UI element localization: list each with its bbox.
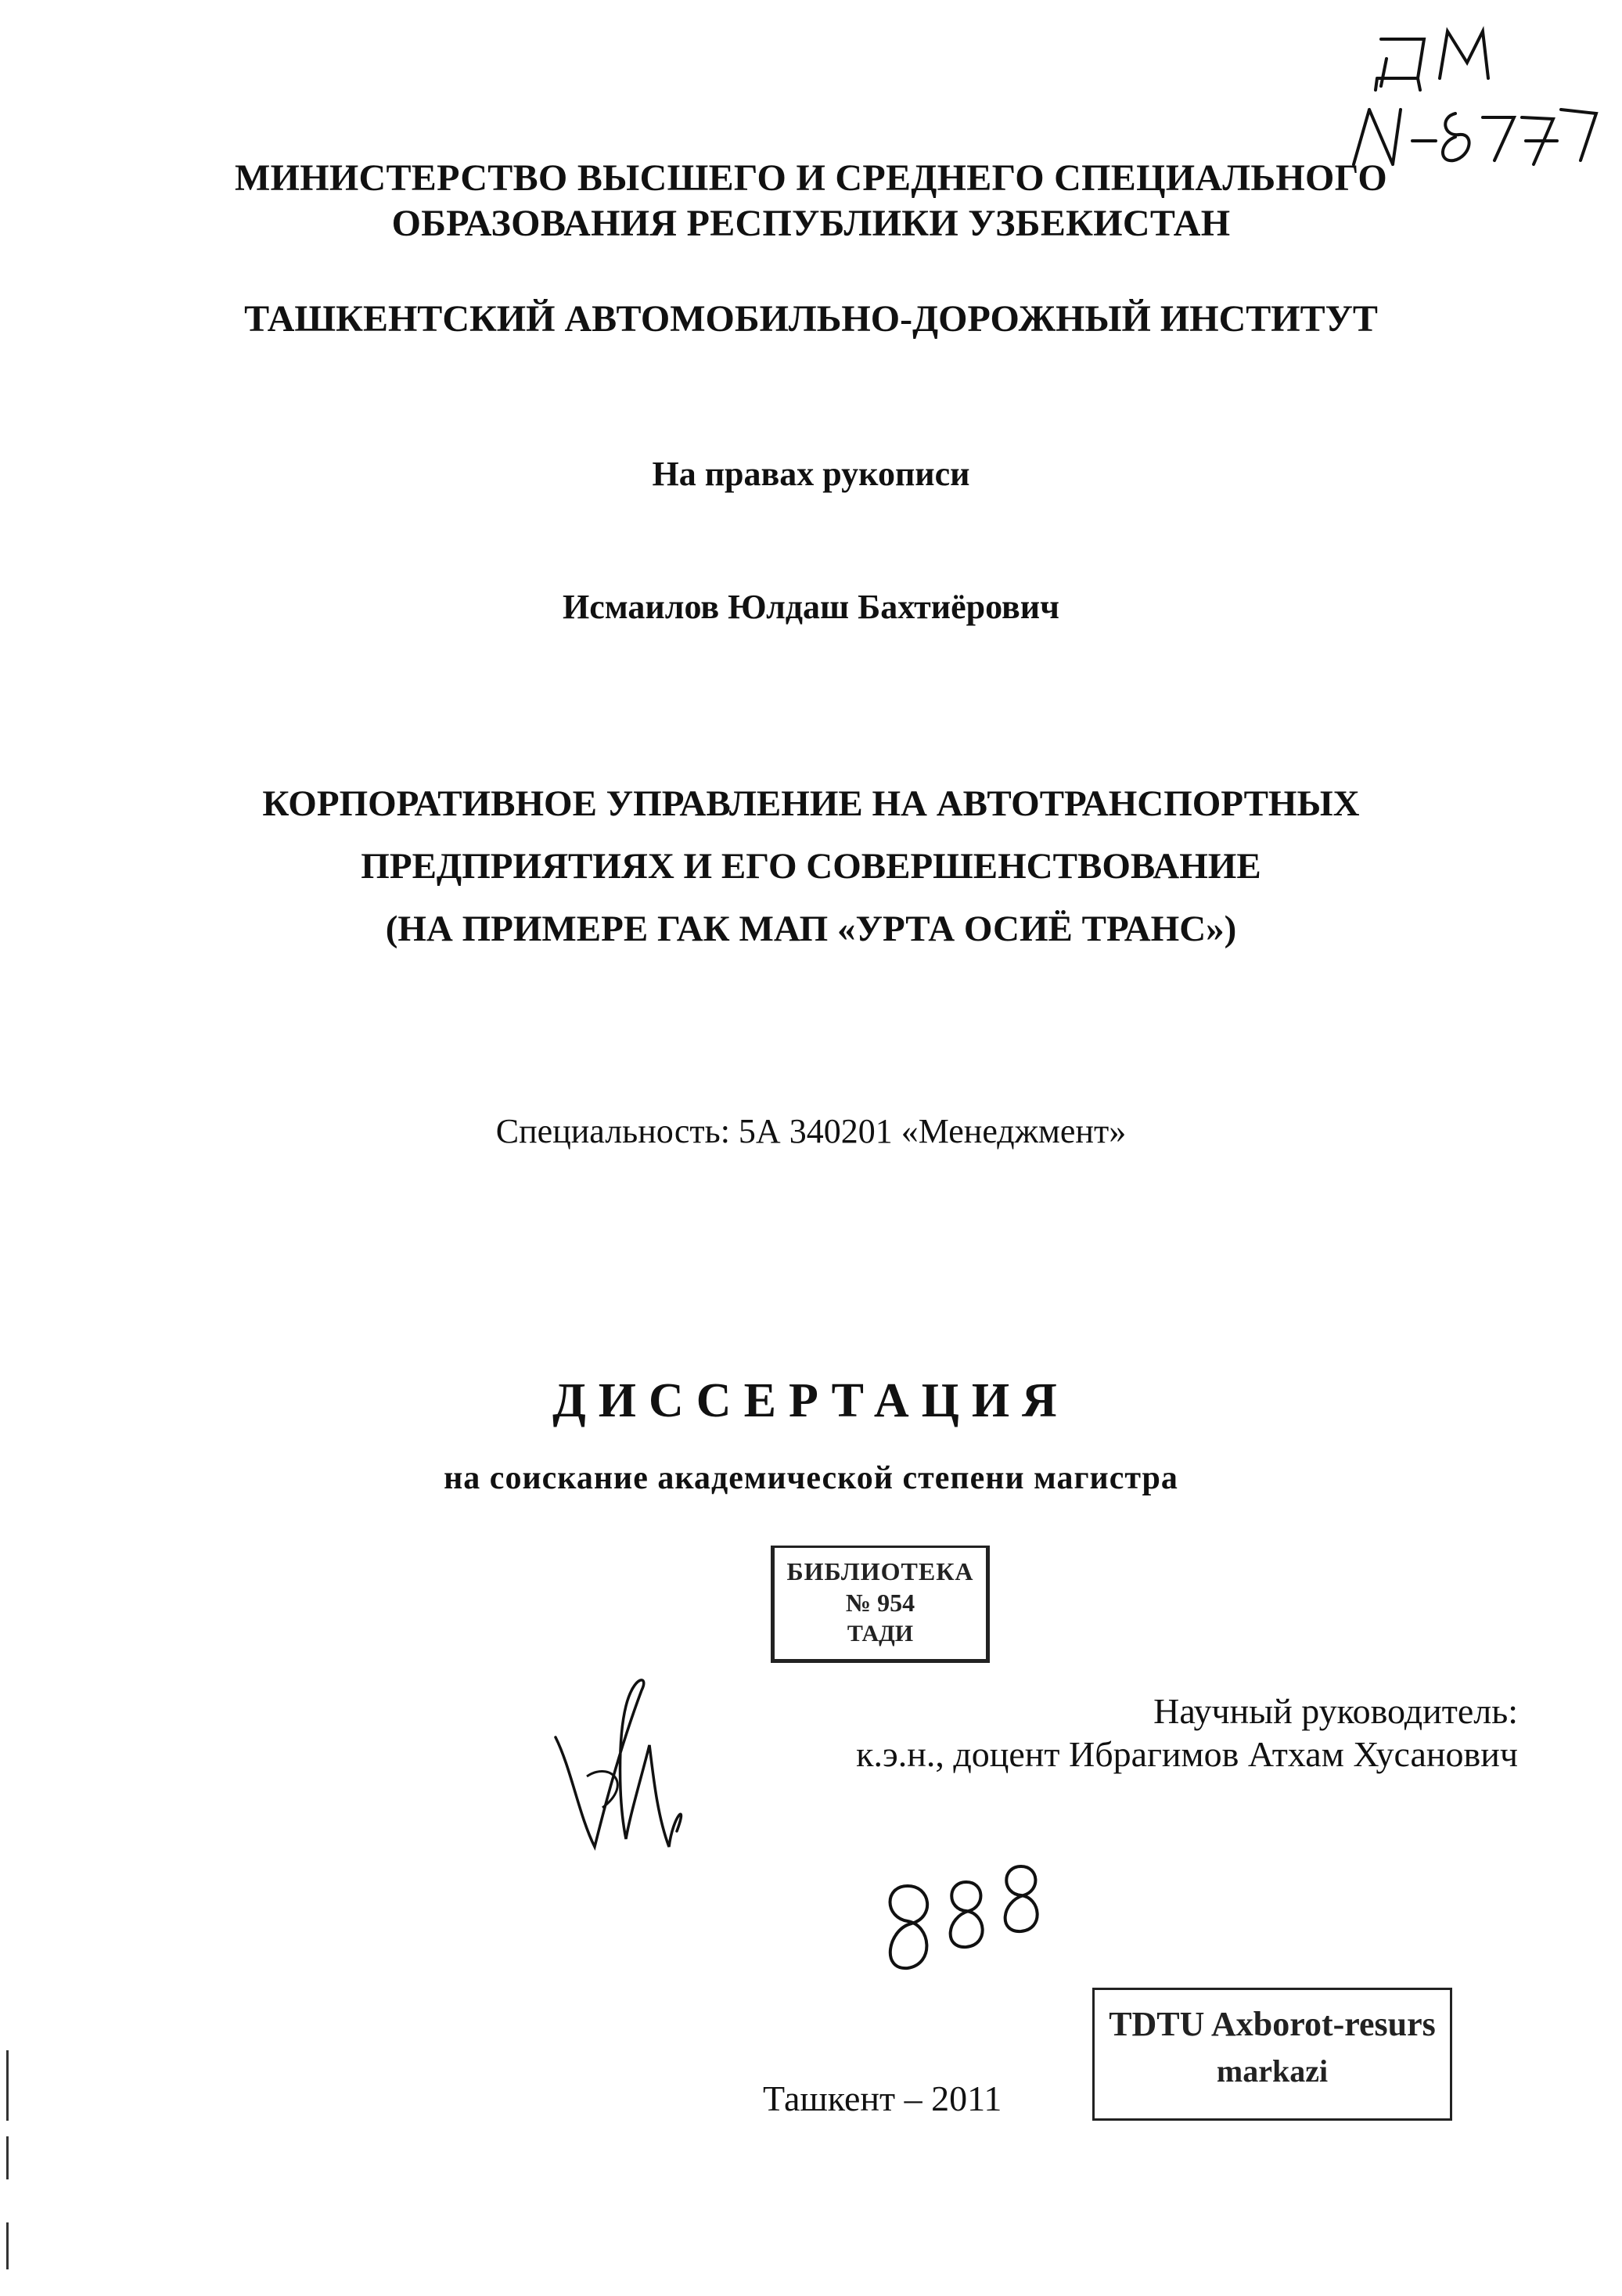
scan-edge-mark bbox=[6, 2222, 9, 2269]
ministry-line-2: ОБРАЗОВАНИЯ РЕСПУБЛИКИ УЗБЕКИСТАН bbox=[391, 203, 1231, 244]
library-stamp-line-1: БИБЛИОТЕКА bbox=[786, 1557, 974, 1585]
place-and-year: Ташкент – 2011 bbox=[763, 2078, 1002, 2118]
author-name: Исмаилов Юлдаш Бахтиёрович bbox=[563, 588, 1059, 626]
resource-stamp-line-2: markazi bbox=[1216, 2053, 1329, 2089]
title-line-3: (НА ПРИМЕРЕ ГАК МАП «УРТА ОСИЁ ТРАНС») bbox=[385, 909, 1237, 949]
ministry-line-1: МИНИСТЕРСТВО ВЫСШЕГО И СРЕДНЕГО СПЕЦИАЛЬНОГО bbox=[235, 157, 1387, 199]
library-stamp-number: № 954 bbox=[845, 1589, 915, 1617]
dissertation-subtitle: на соискание академической степени магистра bbox=[444, 1460, 1178, 1496]
handwritten-annotation bbox=[1346, 16, 1604, 172]
handwritten-number bbox=[869, 1855, 1064, 1980]
title-line-1: КОРПОРАТИВНОЕ УПРАВЛЕНИЕ НА АВТОТРАНСПОРТНЫХ bbox=[262, 783, 1360, 824]
scan-edge-mark bbox=[6, 2136, 9, 2179]
scan-edge-mark bbox=[6, 2050, 9, 2121]
supervisor-name: к.э.н., доцент Ибрагимов Атхам Хусанович bbox=[856, 1734, 1518, 1774]
resource-stamp-line-1: TDTU Axborot-resurs bbox=[1109, 2005, 1436, 2043]
handwritten-annotation-drawing bbox=[1346, 16, 1604, 172]
resource-center-stamp bbox=[1092, 1988, 1452, 2121]
specialty: Специальность: 5А 340201 «Менеджмент» bbox=[495, 1112, 1127, 1150]
supervisor-label: Научный руководитель: bbox=[1153, 1691, 1518, 1731]
signature bbox=[540, 1659, 712, 1862]
library-stamp-line-3: ТАДИ bbox=[847, 1621, 914, 1646]
title-line-2: ПРЕДПРИЯТИЯХ И ЕГО СОВЕРШЕНСТВОВАНИЕ bbox=[361, 846, 1261, 887]
handwritten-number-drawing bbox=[869, 1855, 1064, 1980]
institute-name: ТАШКЕНТСКИЙ АВТОМОБИЛЬНО-ДОРОЖНЫЙ ИНСТИТУТ bbox=[244, 298, 1378, 340]
dissertation-heading: ДИССЕРТАЦИЯ bbox=[552, 1374, 1070, 1427]
manuscript-note: На правах рукописи bbox=[652, 455, 970, 493]
signature-drawing bbox=[540, 1659, 712, 1862]
library-stamp bbox=[771, 1546, 990, 1663]
